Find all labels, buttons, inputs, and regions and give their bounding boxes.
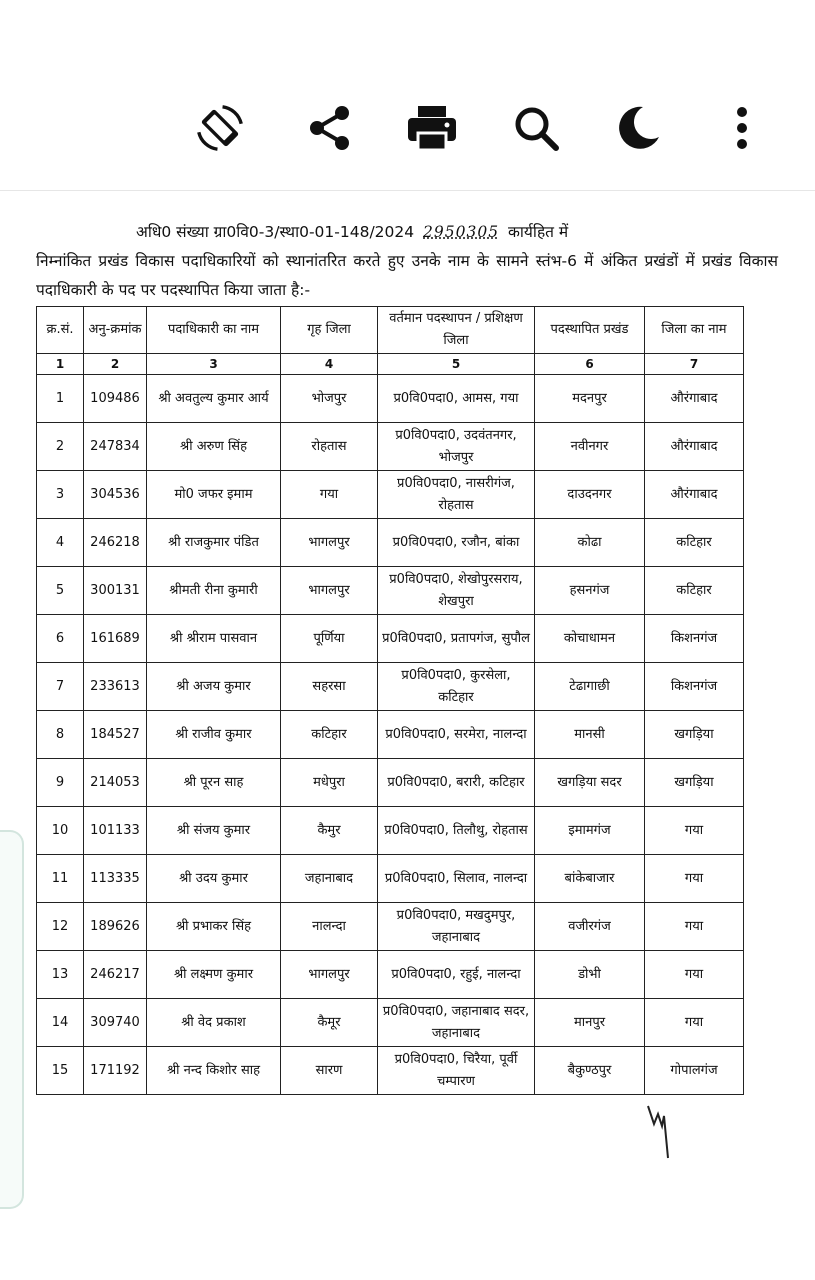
district-name-cell: गया [645, 951, 744, 999]
header-officer-name: पदाधिकारी का नाम [147, 307, 281, 354]
table-row [37, 759, 744, 807]
serial-cell: 6 [37, 615, 84, 663]
side-panel-handle[interactable] [0, 830, 24, 1209]
officer-name-cell: श्री प्रभाकर सिंह [147, 903, 281, 951]
serial-cell: 5 [37, 567, 84, 615]
table-row [37, 423, 744, 471]
current-posting-cell: प्र0वि0पदा0, उदवंतनगर, भोजपुर [378, 423, 535, 471]
table-row [37, 855, 744, 903]
table-header-row [37, 307, 744, 354]
header-current-posting: वर्तमान पदस्थापन / प्रशिक्षण जिला [378, 307, 535, 354]
serial-cell: 15 [37, 1047, 84, 1095]
home-district-cell: गया [281, 471, 378, 519]
officer-name-cell: श्री वेद प्रकाश [147, 999, 281, 1047]
district-name-cell: गोपालगंज [645, 1047, 744, 1095]
current-posting-cell: प्र0वि0पदा0, कुरसेला, कटिहार [378, 663, 535, 711]
table-row [37, 951, 744, 999]
posted-block-cell: मदनपुर [535, 375, 645, 423]
order-reference: अधि0 संख्या ग्रा0वि0-3/स्था0-01-148/2024 [136, 223, 415, 241]
home-district-cell: नालन्दा [281, 903, 378, 951]
posted-block-cell: वजीरगंज [535, 903, 645, 951]
column-number: 4 [281, 354, 378, 375]
serial-cell: 4 [37, 519, 84, 567]
column-number: 2 [84, 354, 147, 375]
more-icon [732, 103, 752, 153]
serial-cell: 7 [37, 663, 84, 711]
officer-name-cell: श्री उदय कुमार [147, 855, 281, 903]
home-district-cell: भागलपुर [281, 567, 378, 615]
current-posting-cell: प्र0वि0पदा0, मखदुमपुर, जहानाबाद [378, 903, 535, 951]
column-number: 3 [147, 354, 281, 375]
district-name-cell: खगड़िया [645, 759, 744, 807]
header-roll-number: अनु-क्रमांक [84, 307, 147, 354]
serial-cell: 9 [37, 759, 84, 807]
roll-number-cell: 247834 [84, 423, 147, 471]
current-posting-cell: प्र0वि0पदा0, चिरैया, पूर्वी चम्पारण [378, 1047, 535, 1095]
roll-number-cell: 214053 [84, 759, 147, 807]
intro-line-1 [36, 218, 778, 247]
rotate-button[interactable] [192, 100, 248, 156]
serial-cell: 8 [37, 711, 84, 759]
dark-mode-button[interactable] [610, 100, 666, 156]
header-posted-block: पदस्थापित प्रखंड [535, 307, 645, 354]
table-row [37, 471, 744, 519]
home-district-cell: पूर्णिया [281, 615, 378, 663]
home-district-cell: कटिहार [281, 711, 378, 759]
district-name-cell: गया [645, 807, 744, 855]
search-icon [511, 103, 561, 153]
district-name-cell: गया [645, 855, 744, 903]
intro-rest: निम्नांकित प्रखंड विकास पदाधिकारियों को स्थानांतरित करते हुए उनके नाम के सामने स्तंभ-6 में अंकित प्रखंडों में प्रखंड विकास पदाधिकारी के पद पर पदस्थापित किया जाता है:- [36, 252, 778, 299]
table-row [37, 375, 744, 423]
current-posting-cell: प्र0वि0पदा0, बरारी, कटिहार [378, 759, 535, 807]
column-number-row [37, 354, 744, 375]
order-paragraph [36, 218, 778, 305]
roll-number-cell: 161689 [84, 615, 147, 663]
district-name-cell: किशनगंज [645, 663, 744, 711]
officer-name-cell: श्री राजीव कुमार [147, 711, 281, 759]
serial-cell: 13 [37, 951, 84, 999]
posted-block-cell: मानसी [535, 711, 645, 759]
roll-number-cell: 101133 [84, 807, 147, 855]
current-posting-cell: प्र0वि0पदा0, रजौन, बांका [378, 519, 535, 567]
roll-number-cell: 309740 [84, 999, 147, 1047]
table-row [37, 615, 744, 663]
district-name-cell: गया [645, 903, 744, 951]
current-posting-cell: प्र0वि0पदा0, जहानाबाद सदर, जहानाबाद [378, 999, 535, 1047]
search-button[interactable] [508, 100, 564, 156]
home-district-cell: सारण [281, 1047, 378, 1095]
posted-block-cell: खगड़िया सदर [535, 759, 645, 807]
officer-name-cell: श्री राजकुमार पंडित [147, 519, 281, 567]
district-name-cell: औरंगाबाद [645, 375, 744, 423]
serial-cell: 1 [37, 375, 84, 423]
roll-number-cell: 184527 [84, 711, 147, 759]
home-district-cell: मधेपुरा [281, 759, 378, 807]
current-posting-cell: प्र0वि0पदा0, सरमेरा, नालन्दा [378, 711, 535, 759]
share-button[interactable] [302, 100, 358, 156]
serial-cell: 11 [37, 855, 84, 903]
home-district-cell: भागलपुर [281, 519, 378, 567]
viewer-toolbar [0, 0, 815, 191]
district-name-cell: गया [645, 999, 744, 1047]
serial-cell: 12 [37, 903, 84, 951]
table-row [37, 999, 744, 1047]
roll-number-cell: 246217 [84, 951, 147, 999]
roll-number-cell: 109486 [84, 375, 147, 423]
home-district-cell: कैमुर [281, 807, 378, 855]
table-row [37, 663, 744, 711]
table-row [37, 567, 744, 615]
serial-cell: 10 [37, 807, 84, 855]
roll-number-cell: 189626 [84, 903, 147, 951]
column-number: 5 [378, 354, 535, 375]
posted-block-cell: मानपुर [535, 999, 645, 1047]
posted-block-cell: दाउदनगर [535, 471, 645, 519]
posted-block-cell: नवीनगर [535, 423, 645, 471]
roll-number-cell: 304536 [84, 471, 147, 519]
header-home-district: गृह जिला [281, 307, 378, 354]
home-district-cell: रोहतास [281, 423, 378, 471]
officer-name-cell: श्री पूरन साह [147, 759, 281, 807]
roll-number-cell: 233613 [84, 663, 147, 711]
header-district-name: जिला का नाम [645, 307, 744, 354]
officer-name-cell: श्री नन्द किशोर साह [147, 1047, 281, 1095]
officer-name-cell: श्री लक्ष्मण कुमार [147, 951, 281, 999]
table-row [37, 903, 744, 951]
serial-cell: 3 [37, 471, 84, 519]
district-name-cell: खगड़िया [645, 711, 744, 759]
current-posting-cell: प्र0वि0पदा0, रहुई, नालन्दा [378, 951, 535, 999]
home-district-cell: भागलपुर [281, 951, 378, 999]
more-options-button[interactable] [714, 100, 770, 156]
posted-block-cell: कोचाधामन [535, 615, 645, 663]
serial-cell: 2 [37, 423, 84, 471]
officer-name-cell: श्रीमती रीना कुमारी [147, 567, 281, 615]
table-row [37, 1047, 744, 1095]
home-district-cell: भोजपुर [281, 375, 378, 423]
district-name-cell: कटिहार [645, 567, 744, 615]
posted-block-cell: इमामगंज [535, 807, 645, 855]
current-posting-cell: प्र0वि0पदा0, आमस, गया [378, 375, 535, 423]
district-name-cell: औरंगाबाद [645, 471, 744, 519]
officer-name-cell: श्री अवतुल्य कुमार आर्य [147, 375, 281, 423]
transfer-table [36, 306, 744, 1095]
current-posting-cell: प्र0वि0पदा0, शेखोपुरसराय, शेखपुरा [378, 567, 535, 615]
header-serial: क्र.सं. [37, 307, 84, 354]
intro-line-1-end: कार्यहित में [508, 223, 569, 241]
signature-mark [640, 1100, 680, 1160]
district-name-cell: किशनगंज [645, 615, 744, 663]
column-number: 6 [535, 354, 645, 375]
home-district-cell: कैमूर [281, 999, 378, 1047]
column-number: 1 [37, 354, 84, 375]
officer-name-cell: श्री अरुण सिंह [147, 423, 281, 471]
current-posting-cell: प्र0वि0पदा0, प्रतापगंज, सुपौल [378, 615, 535, 663]
column-number: 7 [645, 354, 744, 375]
current-posting-cell: प्र0वि0पदा0, सिलाव, नालन्दा [378, 855, 535, 903]
table-row [37, 519, 744, 567]
table-row [37, 807, 744, 855]
current-posting-cell: प्र0वि0पदा0, तिलौथु, रोहतास [378, 807, 535, 855]
officer-name-cell: श्री श्रीराम पासवान [147, 615, 281, 663]
current-posting-cell: प्र0वि0पदा0, नासरीगंज, रोहतास [378, 471, 535, 519]
home-district-cell: जहानाबाद [281, 855, 378, 903]
posted-block-cell: बैकुण्ठपुर [535, 1047, 645, 1095]
print-button[interactable] [404, 100, 460, 156]
serial-cell: 14 [37, 999, 84, 1047]
posted-block-cell: हसनगंज [535, 567, 645, 615]
roll-number-cell: 113335 [84, 855, 147, 903]
print-icon [405, 103, 459, 153]
roll-number-cell: 246218 [84, 519, 147, 567]
district-name-cell: औरंगाबाद [645, 423, 744, 471]
rotate-icon [192, 95, 248, 161]
document-page [0, 190, 815, 1280]
home-district-cell: सहरसा [281, 663, 378, 711]
posted-block-cell: टेढागाछी [535, 663, 645, 711]
district-name-cell: कटिहार [645, 519, 744, 567]
share-icon [305, 103, 355, 153]
officer-name-cell: मो0 जफर इमाम [147, 471, 281, 519]
table-row [37, 711, 744, 759]
posted-block-cell: बांकेबाजार [535, 855, 645, 903]
roll-number-cell: 171192 [84, 1047, 147, 1095]
officer-name-cell: श्री अजय कुमार [147, 663, 281, 711]
order-number: 2950305 [423, 223, 500, 241]
posted-block-cell: डोभी [535, 951, 645, 999]
posted-block-cell: कोढा [535, 519, 645, 567]
officer-name-cell: श्री संजय कुमार [147, 807, 281, 855]
dark-mode-icon [613, 103, 663, 153]
roll-number-cell: 300131 [84, 567, 147, 615]
